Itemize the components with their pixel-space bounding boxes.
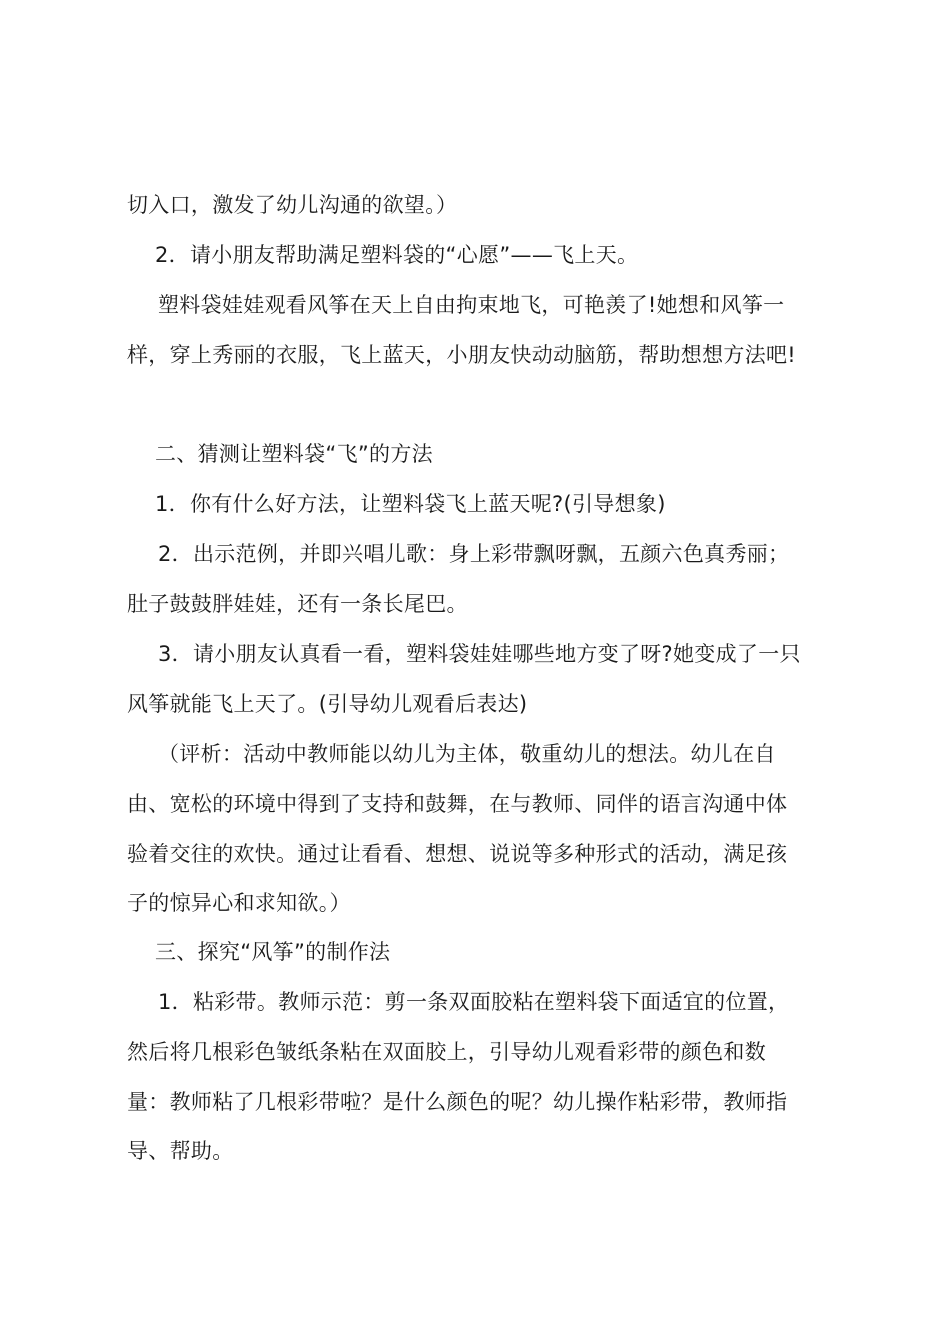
paragraph-line: 塑料袋娃娃观看风筝在天上自由拘束地飞，可艳羡了!她想和风筝一	[158, 293, 785, 317]
list-item: 2．请小朋友帮助满足塑料袋的“心愿”——飞上天。	[155, 243, 639, 267]
paragraph-line: 量：教师粘了几根彩带啦？是什么颜色的呢？幼儿操作粘彩带，教师指	[127, 1090, 788, 1114]
paragraph-line: 导、帮助。	[127, 1139, 234, 1163]
paragraph-line: 然后将几根彩色皱纸条粘在双面胶上，引导幼儿观看彩带的颜色和数	[127, 1040, 766, 1064]
commentary-line: 子的惊异心和求知欲。）	[127, 891, 351, 915]
list-item: 1．你有什么好方法，让塑料袋飞上蓝天呢?(引导想象)	[155, 492, 666, 516]
list-item: 3．请小朋友认真看一看，塑料袋娃娃哪些地方变了呀?她变成了一只	[158, 642, 801, 666]
paragraph-line: 风筝就能飞上天了。(引导幼儿观看后表达)	[127, 692, 528, 716]
list-item: 1．粘彩带。教师示范：剪一条双面胶粘在塑料袋下面适宜的位置，	[158, 990, 790, 1014]
paragraph-line: 样，穿上秀丽的衣服，飞上蓝天，小朋友快动动脑筋，帮助想想方法吧!	[127, 343, 797, 367]
commentary-line: 验着交往的欢快。通过让看看、想想、说说等多种形式的活动，满足孩	[127, 842, 788, 866]
commentary-line: 由、宽松的环境中得到了支持和鼓舞，在与教师、同伴的语言沟通中体	[127, 792, 788, 816]
paragraph-line: 肚子鼓鼓胖娃娃，还有一条长尾巴。	[127, 592, 468, 616]
section-heading: 二、猜测让塑料袋“飞”的方法	[155, 442, 433, 466]
text-line: 切入口，激发了幼儿沟通的欲望。）	[127, 193, 458, 217]
section-heading: 三、探究“风筝”的制作法	[155, 940, 391, 964]
list-item: 2．出示范例，并即兴唱儿歌：身上彩带飘呀飘，五颜六色真秀丽；	[158, 542, 790, 566]
commentary-line: （评析：活动中教师能以幼儿为主体，敬重幼儿的想法。幼儿在自	[158, 742, 776, 766]
